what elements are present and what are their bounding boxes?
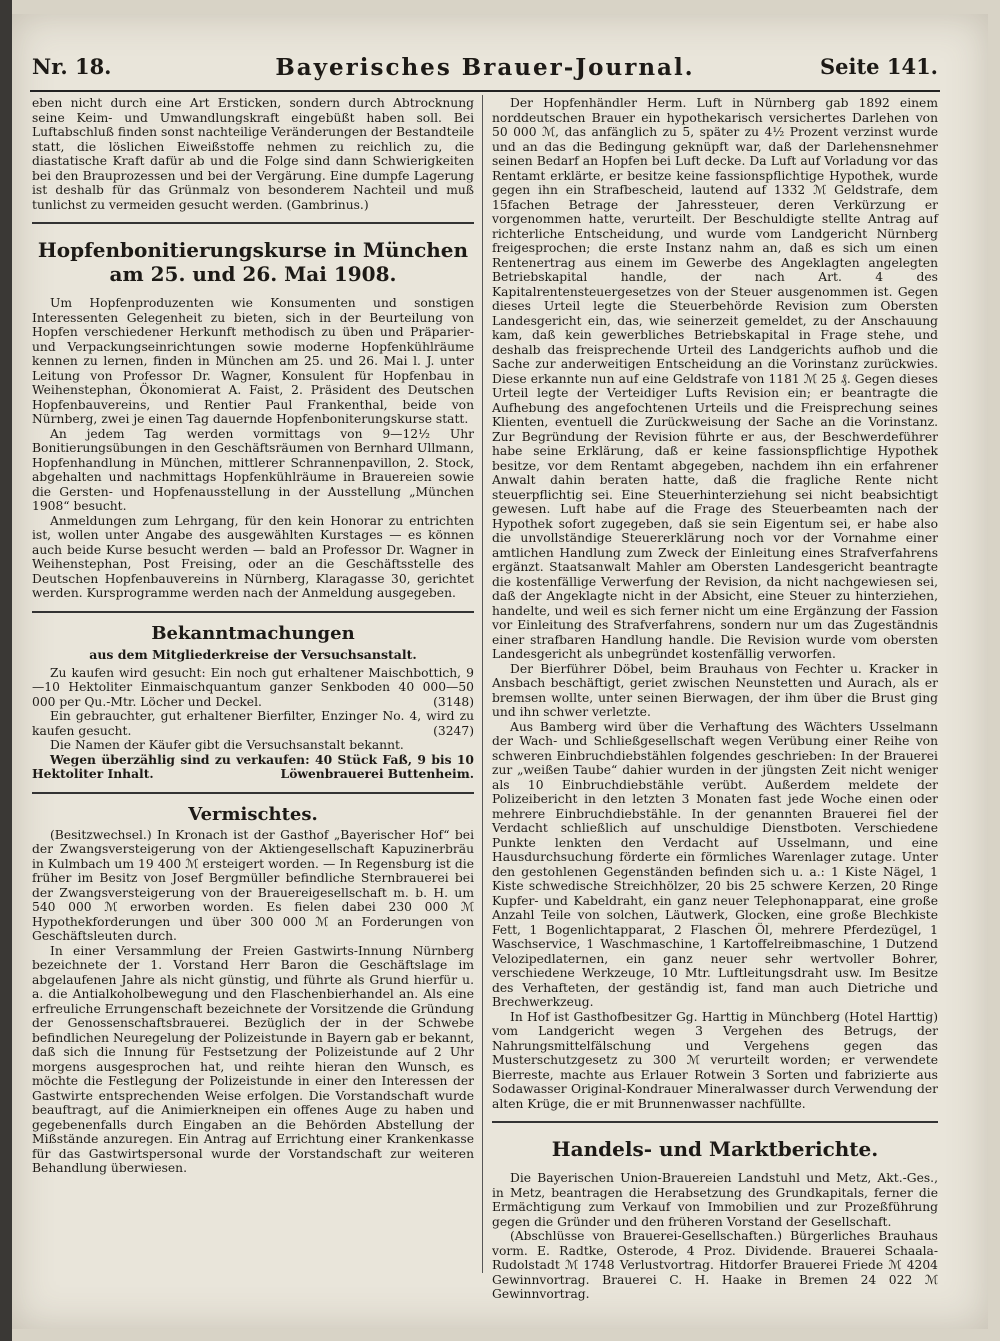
- ad-sale-signature: Löwenbrauerei Buttenheim.: [280, 766, 474, 781]
- page-header: [32, 54, 938, 90]
- ad-2: [32, 709, 474, 738]
- ad-1-number: (3148): [433, 694, 474, 709]
- handel-paragraph-1: Die Bayerischen Union-Brauereien Landstuhl und Metz, Akt.-Ges., in Metz, beantragen die Herabsetzung des Grundkapitals, ferner die Ermächtigung zum Verkauf von Immobilien und zur Prozeßführung gegen die Gründer und den früheren Vorstand der Gesellschaft.: [492, 1171, 938, 1229]
- bekannt-heading: Bekanntmachungen: [151, 622, 355, 644]
- hof-paragraph: In Hof ist Gasthofbesitzer Gg. Harttig in Münchberg (Hotel Harttig) vom Landgericht wegen 3 Vergehen des Betrugs, der Nahrungsmittelfälschung und Vergehens gegen das Musterschutzgesetz zu 300 ℳ verurteilt worden; er verwendete Bierreste, machte aus Erlauer Rotwein 3 Sorten und fabrizierte aus Sodawasser Original-Kondrauer Mineralwasser durch Verwendung der alten Krüge, die er mit Brunnenwasser nachfüllte.: [492, 1009, 938, 1111]
- section-rule: [32, 792, 474, 794]
- hopfen-paragraph-2: An jedem Tag werden vormittags von 9—12½ Uhr Bonitierungsübungen in den Geschäftsräumen von Bernhard Ullmann, Hopfenhandlung in München, mittlerer Schrannenpavillon, 2. Stock, abgehalten und nachmittags Hopfenkühlräume in Brauereien sowie die Gersten- und Hopfenausstellung in der Ausstellung „München 1908“ besucht.: [32, 426, 474, 513]
- issue-number: Nr. 18.: [32, 54, 112, 79]
- ad-sale-text: Wegen überzählig sind zu verkaufen: 40 Stück Faß, 9 bis 10 Hektoliter Inhalt.: [32, 751, 474, 781]
- vermischtes-heading: Vermischtes.: [188, 803, 318, 825]
- header-rule: [30, 90, 940, 92]
- scan-edge: [0, 0, 12, 1341]
- ad-2-number: (3247): [433, 723, 474, 738]
- left-column: [32, 96, 474, 1176]
- ad-note: Die Namen der Käufer gibt die Versuchsanstalt bekannt.: [50, 738, 404, 752]
- bamberg-paragraph: Aus Bamberg wird über die Verhaftung des Wächters Usselmann der Wach- und Schließgesellschaft wegen Verübung einer Reihe von schweren Einbruchdiebstählen folgendes geschrieben: In der Brauerei zur „weißen Taube“ dahier wurden in der jüngsten Zeit nicht weniger als 10 Einbruchdiebstähle verübt. Außerdem meldete der Polizeibericht in den letzten 3 Monaten fast jede Woche einen oder mehrere Einbruchdiebstähle. In der genannten Brauerei fiel der Verdacht schließlich auf unschuldige Dienstboten. Verschiedene Punkte lenkten den Verdacht auf Usselmann, und eine Hausdurchsuchung förderte ein förmliches Warenlager zutage. Unter den gestohlenen Gegenständen befinden sich u. a.: 1 Kiste Nägel, 1 Kiste schwedische Streichhölzer, 20 bis 25 schwere Kerzen, 20 Ringe Kupfer- und Kabeldraht, ein ganz neuer Telephonapparat, eine große Anzahl Teile von solchen, Läutwerk, Glocken, eine große Blechkiste Fett, 1 Bogenlichtapparat, 2 Flaschen Öl, mehrere Pferdezügel, 1 Waschservice, 1 Waschmaschine, 1 Kartoffelreibmaschine, 1 Dutzend Velozipedlaternen, ein ganz neuer sehr wertvoller Bohrer, verschiedene Werkzeuge, 10 Mtr. Luftleitungsdraht usw. Im Besitze des Verhafteten, der geständig ist, fand man auch Dietriche und Brechwerkzeug.: [492, 719, 938, 1009]
- vermischtes-paragraph-2: In einer Versammlung der Freien Gastwirts-Innung Nürnberg bezeichnete der 1. Vorstand Herr Baron die Geschäftslage im abgelaufenen Jahre als nicht günstig, und führte als Grund hierfür u. a. die Antialkoholbewegung und den Flaschenbierhandel an. Als eine erfreuliche Errungenschaft bezeichnete der Vorsitzende die Gründung der Genossenschaftsbrauerei. Bezüglich der in der Schwebe befindlichen Neuregelung der Polizeistunde in Bayern gab er bekannt, daß sich die Innung für Festsetzung der Polizeistunde auf 2 Uhr morgens ausgesprochen hat, und reihte hieran den Wunsch, es möchte die Festlegung der Polizeistunde in einer den Interessen der Gastwirte entsprechenden Weise erfolgen. Die Vorstandschaft wurde beauftragt, auf die Animierkneipen ein offenes Auge zu haben und gegebenenfalls durch Eingaben an die Behörden Abstellung der Mißstände anzuregen. Ein Antrag auf Errichtung einer Krankenkasse für das Gastwirtspersonal wurde der Vorstandschaft zur weiteren Behandlung überwiesen.: [32, 943, 474, 1175]
- ad-1-text: Zu kaufen wird gesucht: Ein noch gut erhaltener Maischbottich, 9—10 Hektoliter Einmaischquantum ganzer Senkboden 40 000—50 000 per Qu.-Mtr. Löcher und Deckel.: [32, 665, 474, 709]
- hopfen-heading-line2: am 25. und 26. Mai 1908.: [109, 262, 397, 286]
- ad-1: [32, 666, 474, 710]
- luft-paragraph: Der Hopfenhändler Herm. Luft in Nürnberg gab 1892 einem norddeutschen Brauer ein hypothekarisch versichertes Darlehen von 50 000 ℳ, das anfänglich zu 5, später zu 4½ Prozent verzinst wurde und an das die Bedingung geknüpft war, daß der Darlehensnehmer seinen Bedarf an Hopfen bei Luft decke. Da Luft auf Vorladung vor das Rentamt erklärte, er besitze keine fassionspflichtige Hypothek, wurde gegen ihn ein Strafbescheid, lautend auf 1332 ℳ Geldstrafe, dem 15fachen Betrage der Jahressteuer, deren Verkürzung er vorgenommen hatte, verurteilt. Der Beschuldigte stellte Antrag auf richterliche Entscheidung, und wurde vom Landgericht Nürnberg freigesprochen; die erste Instanz nahm an, daß es sich um einen Rentenertrag aus einem im Gewerbe des Angeklagten angelegten Betriebskapital handle, der nach Art. 4 des Kapitalrentensteuergesetzes von der Steuer ausgenommen ist. Gegen dieses Urteil legte die Steuerbehörde Revision zum Obersten Landesgericht ein, das, wie seinerzeit gemeldet, zu der Anschauung kam, daß kein gewerbliches Betriebskapital in Frage stehe, und deshalb das freisprechende Urteil des Landgerichts aufhob und die Sache zur anderweitigen Entscheidung an die Vorinstanz zurückwies. Diese erkannte nun auf eine Geldstrafe von 1181 ℳ 25 ₰. Gegen dieses Urteil legte der Verteidiger Lufts Revision ein; er beantragte die Aufhebung des angefochtenen Urteils und die Freisprechung seines Klienten, eventuell die Zurückweisung der Sache an die Vorinstanz. Zur Begründung der Revision führte er aus, der Beschwerdeführer habe seine Erklärung, daß er keine fassionspflichtige Hypothek besitze, vor dem Rentamt abgegeben, nachdem ihn ein erfahrener Anwalt dahin beraten hatte, daß die fragliche Rente nicht steuerpflichtig sei. Eine Steuerhinterziehung sei nicht beabsichtigt gewesen. Luft habe auf die Frage des Steuerbeamten nach der Hypothek sofort zugegeben, daß sie sein Eigentum sei, er habe also die unvollständige Steuererklärung noch vor der Vornahme einer amtlichen Handlung zum Zweck der Einleitung eines Strafverfahrens ergänzt. Staatsanwalt Mahler am Obersten Landesgericht beantragte die kostenfällige Verwerfung der Revision, da nicht nachgewiesen sei, daß der Angeklagte nicht in der Absicht, eine Steuer zu hinterziehen, handelte, und weil es sich ferner nicht um eine Ergänzung der Fassion vor Einleitung des Strafverfahrens, sondern nur um das Zugeständnis einer strafbaren Handlung handle. Die Revision wurde vom obersten Landesgericht als unbegründet kostenfällig verworfen.: [492, 96, 938, 661]
- hopfen-heading-line1: Hopfenbonitierungskurse in München: [37, 238, 469, 262]
- section-rule: [32, 222, 474, 224]
- hopfen-heading: [32, 238, 474, 286]
- intro-paragraph: eben nicht durch eine Art Ersticken, sondern durch Abtrocknung seine Keim- und Umwandlungskraft eingebüßt haben soll. Bei Luftabschluß finden sonst nachteilige Veränderungen der Bestandteile statt, die löslichen Eiweißstoffe nehmen zu reichlich zu, die diastatische Kraft dafür ab und die Folge sind dann Schwierigkeiten bei den Brauprozessen und bei der Vergärung. Eine dumpfe Lagerung ist deshalb für das Grünmalz von besonderem Nachteil und muß tunlichst zu vermeiden gesucht werden. (Gambrinus.): [32, 96, 474, 212]
- ad-2-text: Ein gebrauchter, gut erhaltener Bierfilter, Enzinger No. 4, wird zu kaufen gesucht.: [32, 709, 474, 738]
- column-divider: [482, 95, 483, 1273]
- section-rule: [32, 611, 474, 613]
- bekannt-subheading: aus dem Mitgliederkreise der Versuchsanstalt.: [89, 646, 417, 662]
- handel-heading: Handels- und Marktberichte.: [551, 1137, 879, 1161]
- right-column: [492, 96, 938, 1302]
- page-number: Seite 141.: [819, 54, 938, 79]
- handel-paragraph-2: (Abschlüsse von Brauerei-Gesellschaften.) Bürgerliches Brauhaus vorm. E. Radtke, Osterode, 4 Proz. Dividende. Brauerei Schaala-Rudolstadt ℳ 1748 Verlustvortrag. Hitdorfer Brauerei Friede ℳ 4204 Gewinnvortrag. Brauerei C. H. Haake in Bremen 24 022 ℳ Gewinnvortrag.: [492, 1229, 938, 1301]
- doebel-paragraph: Der Bierführer Döbel, beim Brauhaus von Fechter u. Kracker in Ansbach beschäftigt, geriet zwischen Neunstetten und Aurach, als er bremsen wollte, unter seinen Bierwagen, der ihm über die Brust ging und ihn schwer verletzte.: [492, 661, 938, 719]
- vermischtes-paragraph-1: (Besitzwechsel.) In Kronach ist der Gasthof „Bayerischer Hof“ bei der Zwangsversteigerung von der Aktiengesellschaft Kapuzinerbräu in Kulmbach um 19 400 ℳ ersteigert worden. — In Regensburg ist die früher im Besitz von Josef Bergmüller befindliche Sternbrauerei bei der Zwangsversteigerung von der Brauereigesellschaft m. b. H. um 540 000 ℳ erworben worden. Es fielen dabei 230 000 ℳ Hypothekforderungen und über 300 000 ℳ an Forderungen von Geschäftsleuten durch.: [32, 827, 474, 943]
- section-rule: [492, 1121, 938, 1123]
- hopfen-paragraph-1: Um Hopfenproduzenten wie Konsumenten und sonstigen Interessenten Gelegenheit zu bieten, sich in der Beurteilung von Hopfen verschiedener Herkunft methodisch zu üben und Präparier- und Verpackungseinrichtungen sowie moderne Hopfenkühlräume kennen zu lernen, finden in München am 25. und 26. Mai l. J. unter Leitung von Professor Dr. Wagner, Konsulent für Hopfenbau in Weihenstephan, Ökonomierat A. Faist, 2. Präsident des Deutschen Hopfenbauvereins, und Rentier Paul Frankenthal, beide von Nürnberg, zwei je einen Tag dauernde Hopfenboniterungskurse statt.: [32, 296, 474, 426]
- hopfen-paragraph-3: Anmeldungen zum Lehrgang, für den kein Honorar zu entrichten ist, wollen unter Angabe des ausgewählten Kurstages — es können auch beide Kurse besucht werden — bald an Professor Dr. Wagner in Weihenstephan, Post Freising, oder an die Geschäftsstelle des Deutschen Hopfenbauvereins in Nürnberg, Klaragasse 30, gerichtet werden. Kursprogramme werden nach der Anmeldung ausgegeben.: [32, 513, 474, 600]
- journal-title: Bayerisches Brauer-Journal.: [275, 54, 695, 81]
- ad-sale: [32, 753, 474, 782]
